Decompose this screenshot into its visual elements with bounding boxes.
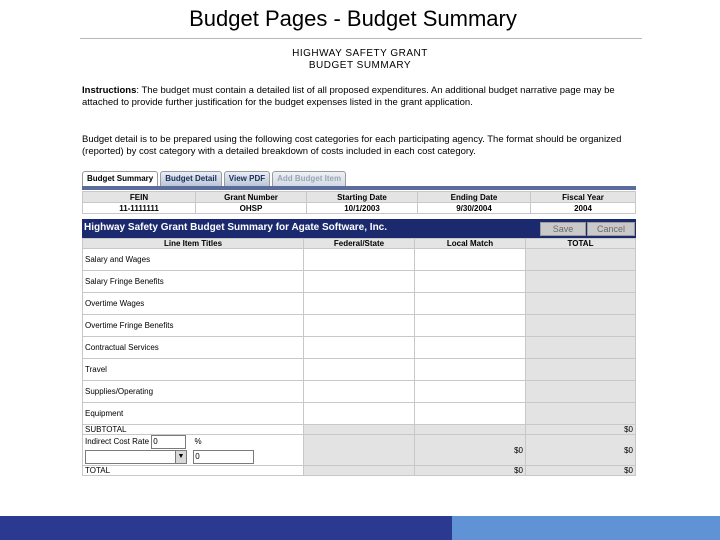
federal-state-cell[interactable] bbox=[304, 381, 415, 403]
save-button[interactable]: Save bbox=[540, 222, 586, 236]
local-match-cell[interactable] bbox=[415, 249, 526, 271]
total-cell bbox=[526, 337, 636, 359]
indirect-cost-label: Indirect Cost Rate bbox=[85, 437, 150, 447]
total-cell bbox=[526, 359, 636, 381]
subtotal-local-cell bbox=[415, 425, 526, 435]
local-match-cell[interactable] bbox=[415, 403, 526, 425]
tab-view-pdf[interactable]: View PDF bbox=[224, 171, 270, 186]
footer-bar-dark bbox=[0, 516, 452, 540]
table-row bbox=[83, 403, 636, 425]
header-fein: FEIN bbox=[83, 192, 196, 203]
summary-title-bar bbox=[82, 219, 636, 238]
total-local-value: $0 bbox=[415, 466, 526, 476]
tab-budget-detail[interactable]: Budget Detail bbox=[160, 171, 222, 186]
total-cell bbox=[526, 271, 636, 293]
summary-title: Highway Safety Grant Budget Summary for Agate Software, Inc. bbox=[84, 222, 388, 233]
indirect-local-value: $0 bbox=[415, 435, 526, 466]
federal-state-cell[interactable] bbox=[304, 403, 415, 425]
subtotal-value: $0 bbox=[526, 425, 636, 435]
footer-bar-light bbox=[452, 516, 720, 540]
instructions-text: : The budget must contain a detailed list of all proposed expenditures. An additional budget narrative page may be attached to provide further justification for the budget expenses listed in the grant application. bbox=[82, 85, 615, 108]
grant-info-table bbox=[82, 191, 636, 214]
col-line-item-titles: Line Item Titles bbox=[83, 239, 304, 249]
col-local-match: Local Match bbox=[415, 239, 526, 249]
subtotal-federal-cell bbox=[304, 425, 415, 435]
row-label: Overtime Fringe Benefits bbox=[83, 315, 304, 337]
total-cell bbox=[526, 403, 636, 425]
total-row bbox=[83, 466, 636, 476]
indirect-rate-input[interactable]: 0 bbox=[151, 435, 186, 449]
value-fiscal-year: 2004 bbox=[531, 203, 636, 214]
tab-bar bbox=[82, 171, 348, 187]
tab-add-budget-item[interactable]: Add Budget Item bbox=[272, 171, 346, 186]
table-row bbox=[83, 359, 636, 381]
indirect-total-value: $0 bbox=[526, 435, 636, 466]
subtotal-row bbox=[83, 425, 636, 435]
total-label: TOTAL bbox=[83, 466, 304, 476]
title-divider bbox=[80, 38, 642, 39]
value-grant-number: OHSP bbox=[196, 203, 307, 214]
total-cell bbox=[526, 249, 636, 271]
federal-state-cell[interactable] bbox=[304, 271, 415, 293]
percent-sign: % bbox=[194, 437, 202, 447]
table-row bbox=[83, 315, 636, 337]
header-starting-date: Starting Date bbox=[307, 192, 418, 203]
tab-underline bbox=[82, 186, 636, 190]
total-federal-cell bbox=[304, 466, 415, 476]
federal-state-cell[interactable] bbox=[304, 359, 415, 381]
col-total: TOTAL bbox=[526, 239, 636, 249]
federal-state-cell[interactable] bbox=[304, 337, 415, 359]
federal-state-cell[interactable] bbox=[304, 315, 415, 337]
table-row bbox=[83, 271, 636, 293]
total-cell bbox=[526, 293, 636, 315]
indirect-federal-cell bbox=[304, 435, 415, 466]
instructions-label: Instructions bbox=[82, 85, 137, 96]
header-ending-date: Ending Date bbox=[418, 192, 531, 203]
value-starting-date: 10/1/2003 bbox=[307, 203, 418, 214]
indirect-cost-row bbox=[83, 435, 636, 466]
local-match-cell[interactable] bbox=[415, 381, 526, 403]
document-heading bbox=[240, 48, 480, 72]
total-total-value: $0 bbox=[526, 466, 636, 476]
value-fein: 11-1111111 bbox=[83, 203, 196, 214]
local-match-cell[interactable] bbox=[415, 293, 526, 315]
federal-state-cell[interactable] bbox=[304, 249, 415, 271]
subtotal-label: SUBTOTAL bbox=[83, 425, 304, 435]
heading-line-1: HIGHWAY SAFETY GRANT bbox=[292, 48, 428, 59]
table-row bbox=[83, 249, 636, 271]
local-match-cell[interactable] bbox=[415, 337, 526, 359]
local-match-cell[interactable] bbox=[415, 359, 526, 381]
row-label: Travel bbox=[83, 359, 304, 381]
slide-title: Budget Pages - Budget Summary bbox=[189, 6, 517, 31]
chevron-down-icon: ▼ bbox=[175, 451, 186, 463]
table-row bbox=[83, 293, 636, 315]
indirect-cost-cell bbox=[83, 435, 304, 466]
row-label: Overtime Wages bbox=[83, 293, 304, 315]
tab-budget-summary[interactable]: Budget Summary bbox=[82, 171, 158, 186]
federal-state-cell[interactable] bbox=[304, 293, 415, 315]
table-row bbox=[83, 381, 636, 403]
total-cell bbox=[526, 315, 636, 337]
heading-line-2: BUDGET SUMMARY bbox=[308, 60, 412, 71]
value-ending-date: 9/30/2004 bbox=[418, 203, 531, 214]
instructions-paragraph bbox=[82, 85, 638, 108]
local-match-cell[interactable] bbox=[415, 271, 526, 293]
row-label: Equipment bbox=[83, 403, 304, 425]
table-row bbox=[83, 337, 636, 359]
indirect-amount-input[interactable]: 0 bbox=[193, 450, 254, 464]
header-grant-number: Grant Number bbox=[196, 192, 307, 203]
row-label: Supplies/Operating bbox=[83, 381, 304, 403]
total-cell bbox=[526, 381, 636, 403]
cancel-button[interactable]: Cancel bbox=[587, 222, 635, 236]
col-federal-state: Federal/State bbox=[304, 239, 415, 249]
local-match-cell[interactable] bbox=[415, 315, 526, 337]
row-label: Contractual Services bbox=[83, 337, 304, 359]
row-label: Salary and Wages bbox=[83, 249, 304, 271]
header-fiscal-year: Fiscal Year bbox=[531, 192, 636, 203]
budget-summary-table bbox=[82, 238, 636, 476]
indirect-type-select[interactable] bbox=[85, 450, 187, 464]
row-label: Salary Fringe Benefits bbox=[83, 271, 304, 293]
detail-paragraph: Budget detail is to be prepared using the following cost categories for each participating agency. The format should be organized (reported) by cost category with a detailed breakdown of costs included in each cost category. bbox=[82, 134, 622, 157]
